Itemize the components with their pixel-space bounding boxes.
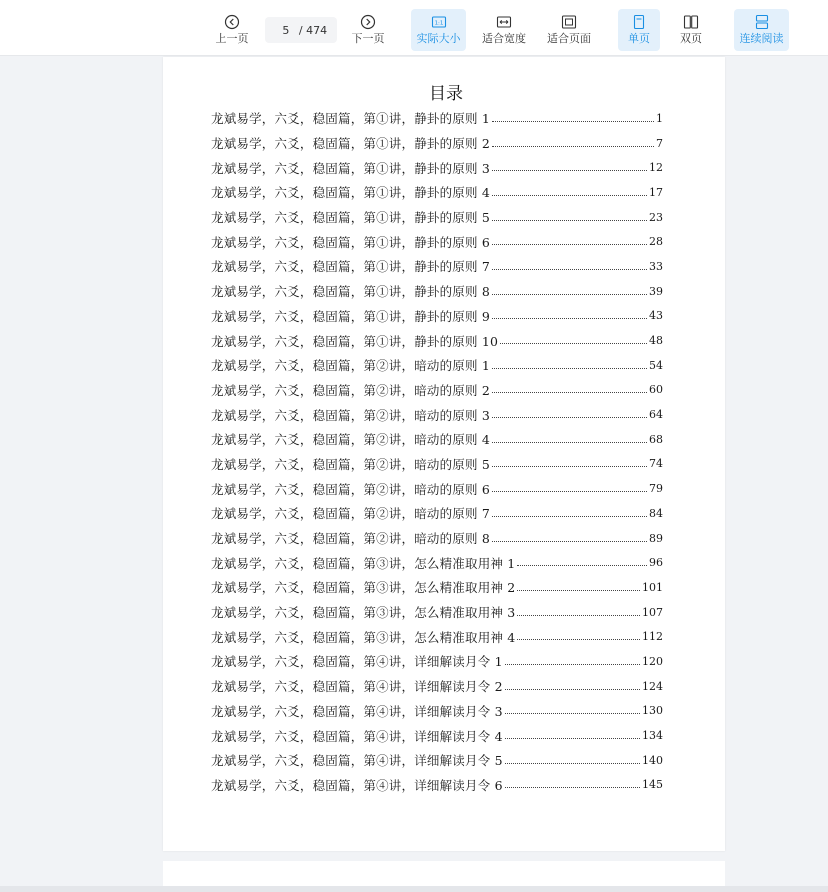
toc-entry-page: 107 <box>642 605 663 619</box>
toc-entry-title: 龙斌易学，六爻，稳固篇，第①讲，静卦的原则 9 <box>211 308 491 324</box>
toc-entry[interactable] <box>211 575 663 600</box>
toc-entry-title: 龙斌易学，六爻，稳固篇，第③讲，怎么精准取用神 1 <box>211 555 516 571</box>
toc-leader-dots <box>492 269 647 270</box>
toc-entry[interactable] <box>211 723 663 748</box>
toc-entry-page: 33 <box>649 259 663 273</box>
actual-size-label: 实际大小 <box>416 32 461 45</box>
toc-leader-dots <box>505 664 640 665</box>
toc-leader-dots <box>492 516 647 517</box>
toc-entry-page: 28 <box>649 235 663 249</box>
actual-size-button[interactable] <box>411 9 466 51</box>
toc-entry-title: 龙斌易学，六爻，稳固篇，第③讲，怎么精准取用神 2 <box>211 580 516 596</box>
toc-entry[interactable] <box>211 674 663 699</box>
prev-page-label: 上一页 <box>215 32 249 45</box>
toc-entry-title: 龙斌易学，六爻，稳固篇，第④讲，详细解读月令 6 <box>211 777 503 793</box>
continuous-reading-button[interactable] <box>734 9 789 51</box>
toc-leader-dots <box>505 713 640 714</box>
toc-entry[interactable] <box>211 402 663 427</box>
toc-entry[interactable] <box>211 427 663 452</box>
chevron-right-circle-icon <box>360 14 376 30</box>
next-page-button[interactable] <box>346 9 390 51</box>
double-page-button[interactable] <box>670 9 712 51</box>
toc-entry-page: 23 <box>649 210 663 224</box>
toc-entry-page: 64 <box>649 408 663 422</box>
toc-entry-page: 54 <box>649 358 663 372</box>
continuous-reading-icon <box>754 14 770 30</box>
toc-entry[interactable] <box>211 229 663 254</box>
toc-entry-title: 龙斌易学，六爻，稳固篇，第①讲，静卦的原则 10 <box>211 333 499 349</box>
toc-entry-page: 68 <box>649 432 663 446</box>
toc-entry[interactable] <box>211 452 663 477</box>
toc-entry[interactable] <box>211 699 663 724</box>
toc-entry-page: 130 <box>642 704 663 718</box>
toc-entry-title: 龙斌易学，六爻，稳固篇，第②讲，暗动的原则 4 <box>211 432 491 448</box>
toc-leader-dots <box>500 343 647 344</box>
toc-entry-title: 龙斌易学，六爻，稳固篇，第①讲，静卦的原则 8 <box>211 284 491 300</box>
toc-entry[interactable] <box>211 353 663 378</box>
toc-leader-dots <box>492 466 647 467</box>
toc-leader-dots <box>492 541 647 542</box>
toc-entry[interactable] <box>211 501 663 526</box>
toc-entry[interactable] <box>211 279 663 304</box>
toc-entry-page: 89 <box>649 531 663 545</box>
toc-entry-page: 96 <box>649 556 663 570</box>
bottom-scroll-area <box>0 886 828 892</box>
toc-entry-title: 龙斌易学，六爻，稳固篇，第②讲，暗动的原则 5 <box>211 456 491 472</box>
toc-entry[interactable] <box>211 773 663 798</box>
toc-leader-dots <box>517 590 640 591</box>
toc-entry-title: 龙斌易学，六爻，稳固篇，第②讲，暗动的原则 6 <box>211 481 491 497</box>
toc-entry-title: 龙斌易学，六爻，稳固篇，第③讲，怎么精准取用神 4 <box>211 629 516 645</box>
toc-entry-title: 龙斌易学，六爻，稳固篇，第④讲，详细解读月令 4 <box>211 728 503 744</box>
toc-entry-page: 7 <box>656 136 663 150</box>
actual-size-icon <box>431 14 447 30</box>
toc-leader-dots <box>492 121 654 122</box>
toc-entry-page: 39 <box>649 284 663 298</box>
toc-leader-dots <box>505 787 640 788</box>
toc-entry-title: 龙斌易学，六爻，稳固篇，第②讲，暗动的原则 8 <box>211 531 491 547</box>
toc-entry[interactable] <box>211 748 663 773</box>
toc-entry-title: 龙斌易学，六爻，稳固篇，第②讲，暗动的原则 2 <box>211 382 491 398</box>
fit-width-icon <box>496 14 512 30</box>
fit-width-button[interactable] <box>476 9 532 51</box>
toc-entry-title: 龙斌易学，六爻，稳固篇，第①讲，静卦的原则 2 <box>211 136 491 152</box>
toc-entry-page: 101 <box>642 580 663 594</box>
toc-entry[interactable] <box>211 550 663 575</box>
toc-leader-dots <box>492 146 654 147</box>
single-page-label: 单页 <box>628 32 650 45</box>
toc-entry-page: 124 <box>642 679 663 693</box>
toc-entry-title: 龙斌易学，六爻，稳固篇，第③讲，怎么精准取用神 3 <box>211 605 516 621</box>
toc-entry-title: 龙斌易学，六爻，稳固篇，第①讲，静卦的原则 3 <box>211 160 491 176</box>
toc-entry-page: 43 <box>649 309 663 323</box>
toc-entry-title: 龙斌易学，六爻，稳固篇，第①讲，静卦的原则 1 <box>211 111 491 127</box>
double-page-label: 双页 <box>680 32 702 45</box>
toc-entry[interactable] <box>211 649 663 674</box>
toc-leader-dots <box>492 220 647 221</box>
fit-page-icon <box>561 14 577 30</box>
toc-leader-dots <box>492 195 647 196</box>
toc-entry-page: 60 <box>649 383 663 397</box>
page-number-input[interactable] <box>275 24 297 37</box>
single-page-icon <box>631 14 647 30</box>
toc-entry-page: 17 <box>649 185 663 199</box>
document-page <box>163 57 725 851</box>
next-page-label: 下一页 <box>351 32 385 45</box>
toc-entry-title: 龙斌易学，六爻，稳固篇，第①讲，静卦的原则 6 <box>211 234 491 250</box>
continuous-reading-label: 连续阅读 <box>739 32 784 45</box>
toc-entry-title: 龙斌易学，六爻，稳固篇，第④讲，详细解读月令 5 <box>211 753 503 769</box>
toc-leader-dots <box>492 318 647 319</box>
fit-page-label: 适合页面 <box>547 32 591 45</box>
toc-entry-title: 龙斌易学，六爻，稳固篇，第④讲，详细解读月令 2 <box>211 679 503 695</box>
toc-entry-title: 龙斌易学，六爻，稳固篇，第①讲，静卦的原则 7 <box>211 259 491 275</box>
toc-leader-dots <box>492 392 647 393</box>
toc-entry-page: 134 <box>642 729 663 743</box>
total-pages: / 474 <box>298 23 328 37</box>
toc-title: 目录 <box>429 84 463 104</box>
toc-entry-title: 龙斌易学，六爻，稳固篇，第④讲，详细解读月令 1 <box>211 654 503 670</box>
toc-leader-dots <box>492 170 647 171</box>
toc-entry[interactable] <box>211 205 663 230</box>
fit-page-button[interactable] <box>541 9 597 51</box>
toc-leader-dots <box>492 417 647 418</box>
toc-entry[interactable] <box>211 476 663 501</box>
single-page-button[interactable] <box>618 9 660 51</box>
toc-leader-dots <box>492 294 647 295</box>
double-page-icon <box>683 14 699 30</box>
toc-leader-dots <box>517 639 640 640</box>
toc-entry[interactable] <box>211 180 663 205</box>
toc-entry-title: 龙斌易学，六爻，稳固篇，第④讲，详细解读月令 3 <box>211 703 503 719</box>
toc-leader-dots <box>492 244 647 245</box>
toc-entry[interactable] <box>211 131 663 156</box>
toc-entry-title: 龙斌易学，六爻，稳固篇，第①讲，静卦的原则 4 <box>211 185 491 201</box>
toc-entry-page: 145 <box>642 778 663 792</box>
toc-leader-dots <box>505 763 640 764</box>
toc-entry-page: 74 <box>649 457 663 471</box>
toc-entry-page: 79 <box>649 482 663 496</box>
toc-entry-page: 12 <box>649 161 663 175</box>
toc-entry-page: 1 <box>656 111 663 125</box>
toc-entry[interactable] <box>211 624 663 649</box>
toc-leader-dots <box>492 368 647 369</box>
chevron-left-circle-icon <box>224 14 240 30</box>
toc-entry[interactable] <box>211 328 663 353</box>
toc-leader-dots <box>517 565 647 566</box>
toc-entry-title: 龙斌易学，六爻，稳固篇，第②讲，暗动的原则 1 <box>211 358 491 374</box>
toc-entry-page: 120 <box>642 654 663 668</box>
toc-entry[interactable] <box>211 526 663 551</box>
toc-leader-dots <box>517 615 640 616</box>
toc-entry-title: 龙斌易学，六爻，稳固篇，第①讲，静卦的原则 5 <box>211 210 491 226</box>
toc-leader-dots <box>505 689 640 690</box>
toc-leader-dots <box>492 442 647 443</box>
toc-leader-dots <box>492 491 647 492</box>
prev-page-button[interactable] <box>210 9 254 51</box>
toc-entry-page: 84 <box>649 506 663 520</box>
toc-entry-title: 龙斌易学，六爻，稳固篇，第②讲，暗动的原则 7 <box>211 506 491 522</box>
fit-width-label: 适合宽度 <box>482 32 526 45</box>
toc-entry-page: 140 <box>642 753 663 767</box>
toc-entry-page: 112 <box>642 630 663 644</box>
page-number-box <box>265 17 337 43</box>
viewer-toolbar <box>0 0 828 56</box>
toc-entry-page: 48 <box>649 334 663 348</box>
svg-text:1:1: 1:1 <box>434 20 443 27</box>
toc-list <box>211 106 663 797</box>
toc-entry[interactable] <box>211 254 663 279</box>
toc-entry[interactable] <box>211 155 663 180</box>
toc-leader-dots <box>505 738 640 739</box>
toc-entry[interactable] <box>211 378 663 403</box>
toc-entry-title: 龙斌易学，六爻，稳固篇，第②讲，暗动的原则 3 <box>211 407 491 423</box>
toc-entry[interactable] <box>211 304 663 329</box>
toc-entry[interactable] <box>211 600 663 625</box>
toc-entry[interactable] <box>211 106 663 131</box>
